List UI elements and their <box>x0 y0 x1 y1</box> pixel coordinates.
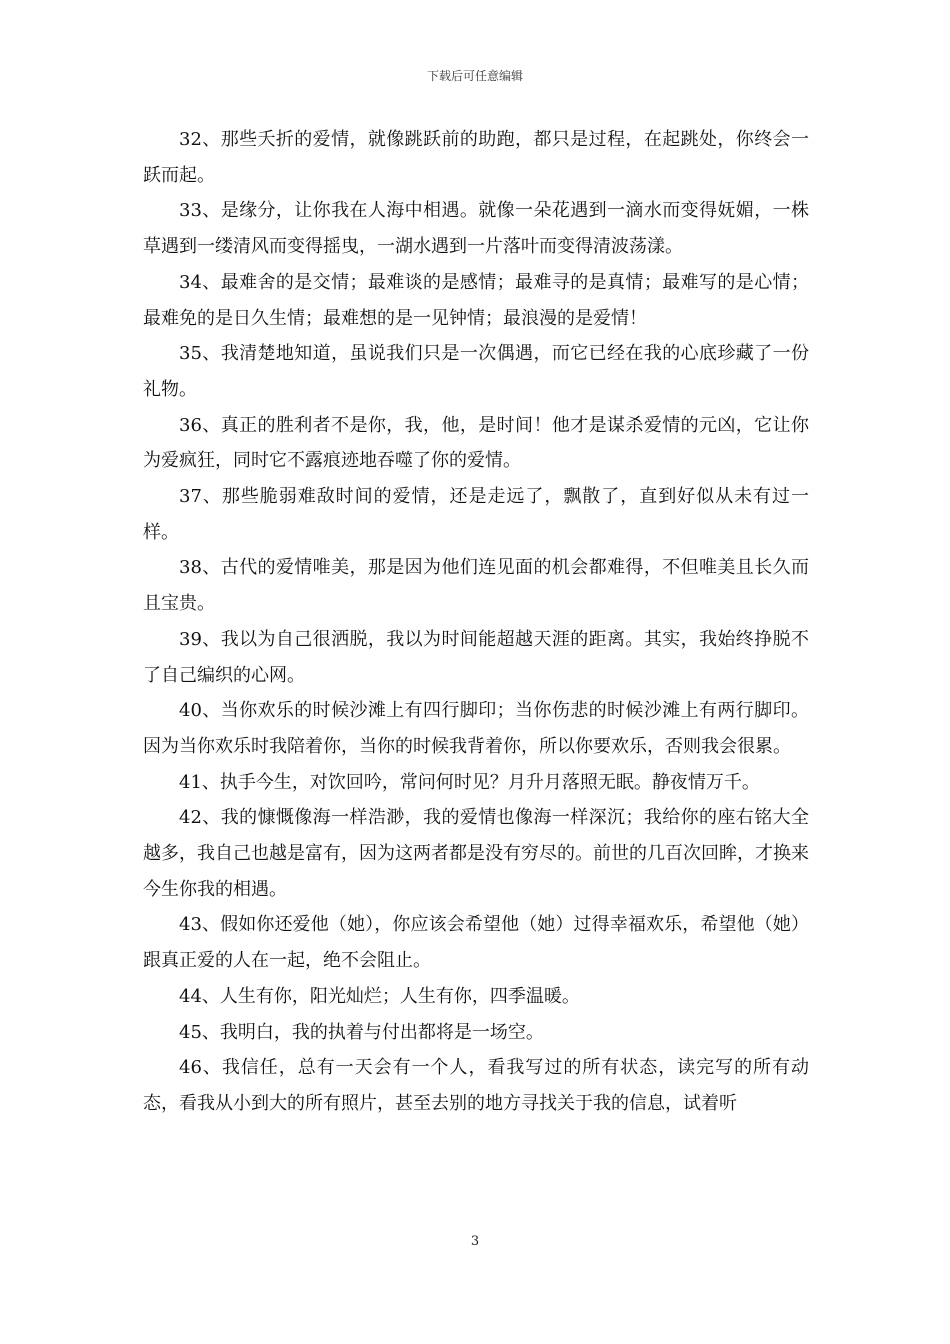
page-header: 下载后可任意编辑 <box>426 69 523 83</box>
document-body <box>143 122 809 1122</box>
paragraph: 37、那些脆弱难敌时间的爱情，还是走远了，飘散了，直到好似从未有过一样。 <box>143 486 809 543</box>
paragraph: 44、人生有你，阳光灿烂；人生有你，四季温暖。 <box>179 985 580 1007</box>
paragraph: 32、那些夭折的爱情，就像跳跃前的助跑，都只是过程，在起跳处，你终会一跃而起。 <box>143 129 809 186</box>
paragraph: 43、假如你还爱他（她），你应该会希望他（她）过得幸福欢乐，希望他（她）跟真正爱的人在一起，绝不会阻止。 <box>143 914 809 972</box>
paragraph: 39、我以为自己很洒脱，我以为时间能超越天涯的距离。其实，我始终挣脱不了自己编织的心网。 <box>143 628 809 686</box>
paragraph: 46、我信任，总有一天会有一个人，看我写过的所有状态，读完写的所有动态，看我从小到大的所有照片，甚至去别的地方寻找关于我的信息，试着听 <box>143 1057 809 1114</box>
paragraph: 36、真正的胜利者不是你，我，他，是时间！他才是谋杀爱情的元凶，它让你为爱疯狂，同时它不露痕迹地吞噬了你的爱情。 <box>143 414 809 472</box>
paragraph: 33、是缘分，让你我在人海中相遇。就像一朵花遇到一滴水而变得妩媚，一株草遇到一缕清风而变得摇曳，一湖水遇到一片落叶而变得清波荡漾。 <box>143 200 809 258</box>
paragraph: 41、执手今生，对饮回吟，常问何时见？月升月落照无眠。静夜情万千。 <box>179 771 760 793</box>
paragraph: 34、最难舍的是交情；最难谈的是感情；最难寻的是真情；最难写的是心情；最难免的是日久生情；最难想的是一见钟情；最浪漫的是爱情！ <box>143 271 809 329</box>
paragraph: 45、我明白，我的执着与付出都将是一场空。 <box>179 1021 544 1043</box>
paragraph: 42、我的慷慨像海一样浩渺，我的爱情也像海一样深沉；我给你的座右铭大全越多，我自己也越是富有，因为这两者都是没有穷尽的。前世的几百次回眸，才换来今生你我的相遇。 <box>143 807 809 900</box>
paragraph: 38、古代的爱情唯美，那是因为他们连见面的机会都难得，不但唯美且长久而且宝贵。 <box>143 557 809 615</box>
paragraph: 35、我清楚地知道，虽说我们只是一次偶遇，而它已经在我的心底珍藏了一份礼物。 <box>143 343 809 400</box>
page-number: 3 <box>470 1234 480 1249</box>
paragraph: 40、当你欢乐的时候沙滩上有四行脚印；当你伤悲的时候沙滩上有两行脚印。因为当你欢乐时我陪着你，当你的时候我背着你，所以你要欢乐，否则我会很累。 <box>143 700 809 757</box>
